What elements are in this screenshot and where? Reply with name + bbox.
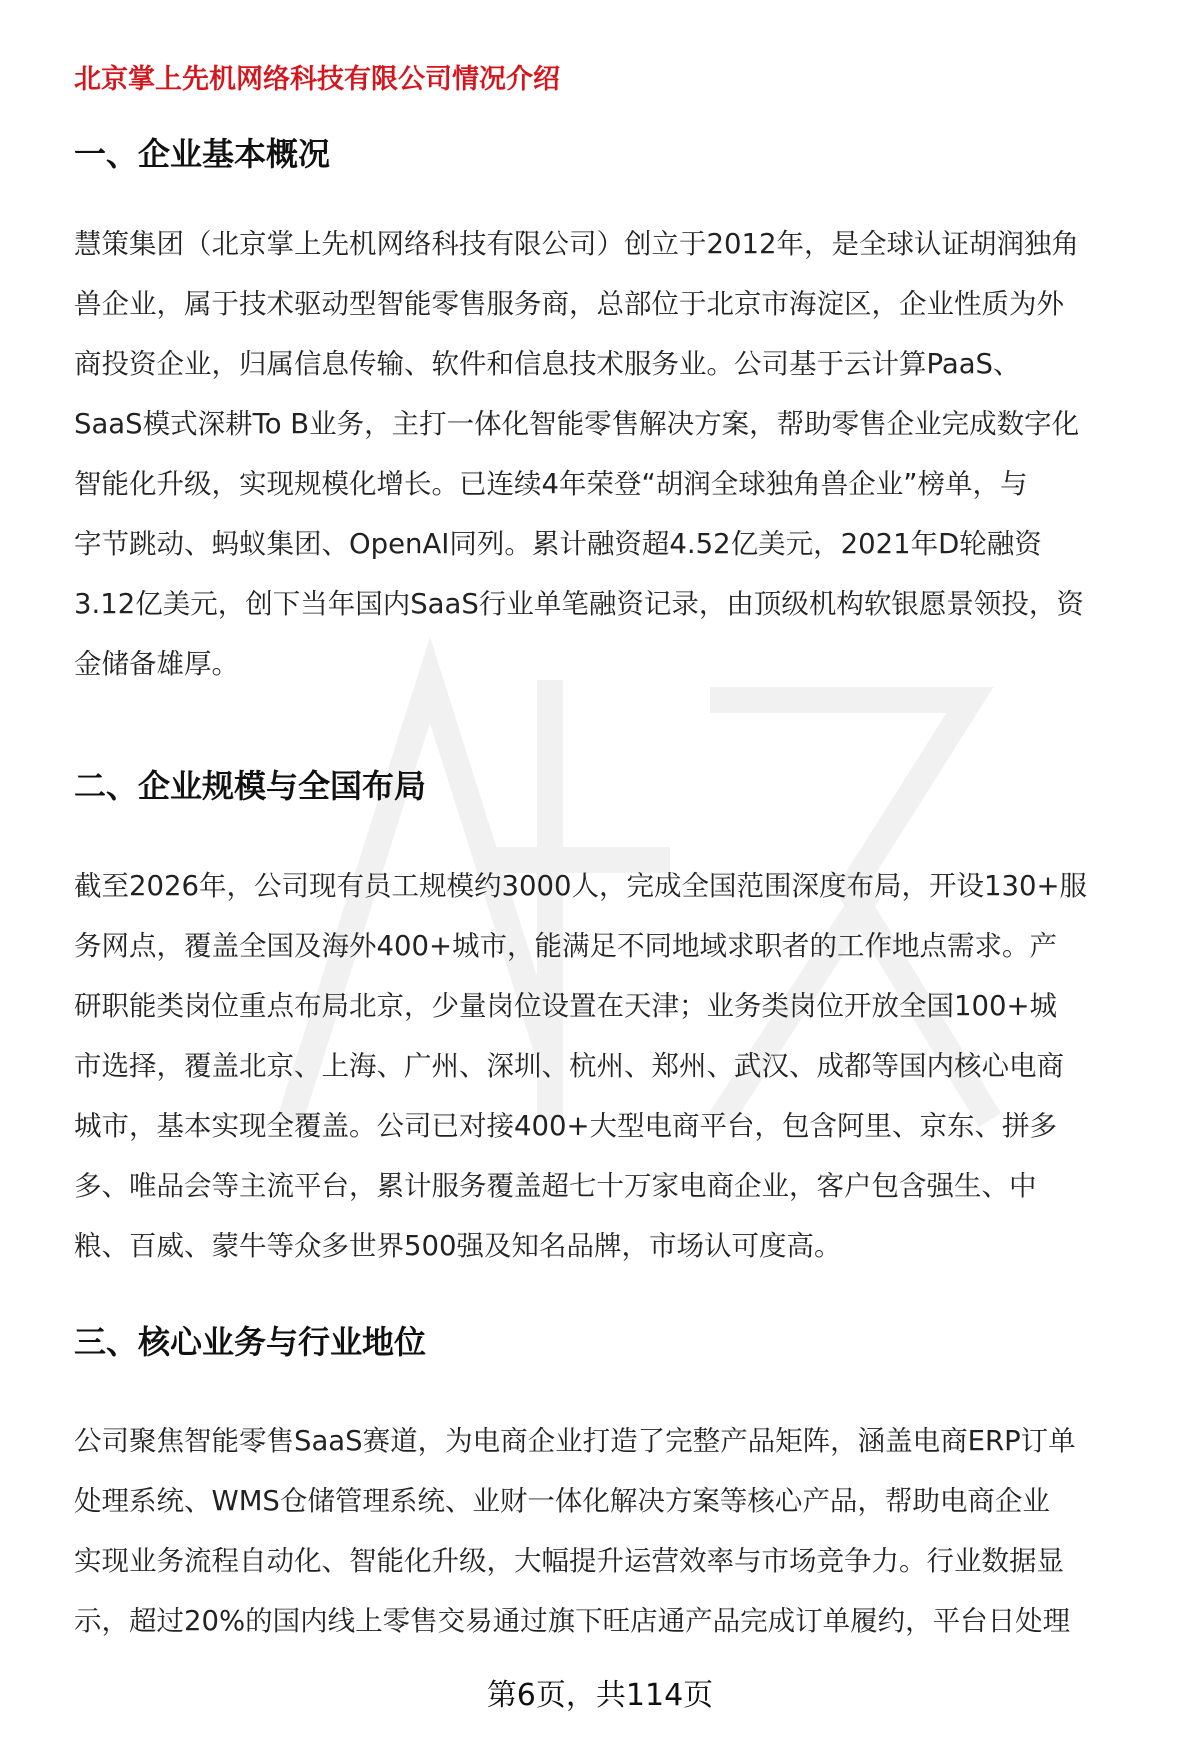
section-heading-3: 三、核心业务与行业地位 (74, 1323, 427, 1361)
paragraph-line: 城市，基本实现全覆盖。公司已对接400+大型电商平台，包含阿里、京东、拼多 (74, 1110, 1058, 1142)
paragraph-line: 公司聚焦智能零售SaaS赛道，为电商企业打造了完整产品矩阵，涵盖电商ERP订单 (74, 1425, 1076, 1457)
paragraph-line: 慧策集团（北京掌上先机网络科技有限公司）创立于2012年，是全球认证胡润独角 (74, 228, 1079, 260)
page-number: 第6页，共114页 (486, 1678, 714, 1713)
paragraph-line: 务网点，覆盖全国及海外400+城市，能满足不同地域求职者的工作地点需求。产 (74, 930, 1058, 962)
paragraph-line: 示，超过20%的国内线上零售交易通过旗下旺店通产品完成订单履约，平台日处理 (74, 1605, 1071, 1637)
section-heading-2: 二、企业规模与全国布局 (74, 767, 427, 805)
paragraph-line: SaaS模式深耕To B业务，主打一体化智能零售解决方案，帮助零售企业完成数字化 (74, 408, 1080, 440)
paragraph-line: 粮、百威、蒙牛等众多世界500强及知名品牌，市场认可度高。 (74, 1230, 842, 1262)
section-2-paragraph (74, 856, 1154, 1276)
paragraph-line: 商投资企业，归属信息传输、软件和信息技术服务业。公司基于云计算PaaS、 (74, 348, 1021, 380)
paragraph-line: 字节跳动、蚂蚁集团、OpenAI同列。累计融资超4.52亿美元，2021年D轮融资 (74, 528, 1042, 560)
paragraph-line: 多、唯品会等主流平台，累计服务覆盖超七十万家电商企业，客户包含强生、中 (74, 1170, 1037, 1202)
document-title: 北京掌上先机网络科技有限公司情况介绍 (74, 64, 560, 95)
paragraph-line: 市选择，覆盖北京、上海、广州、深圳、杭州、郑州、武汉、成都等国内核心电商 (74, 1050, 1064, 1082)
section-3-paragraph (74, 1411, 1154, 1651)
section-heading-1: 一、企业基本概况 (74, 135, 331, 173)
section-1-paragraph (74, 214, 1154, 694)
paragraph-line: 处理系统、WMS仓储管理系统、业财一体化解决方案等核心产品，帮助电商企业 (74, 1485, 1050, 1517)
paragraph-line: 研职能类岗位重点布局北京，少量岗位设置在天津；业务类岗位开放全国100+城 (74, 990, 1058, 1022)
paragraph-line: 实现业务流程自动化、智能化升级，大幅提升运营效率与市场竞争力。行业数据显 (74, 1545, 1064, 1577)
paragraph-line: 兽企业，属于技术驱动型智能零售服务商，总部位于北京市海淀区，企业性质为外 (74, 288, 1064, 320)
paragraph-line: 金储备雄厚。 (74, 648, 239, 680)
paragraph-line: 3.12亿美元，创下当年国内SaaS行业单笔融资记录，由顶级机构软银愿景领投，资 (74, 588, 1084, 620)
paragraph-line: 截至2026年，公司现有员工规模约3000人，完成全国范围深度布局，开设130+服 (74, 870, 1087, 902)
paragraph-line: 智能化升级，实现规模化增长。已连续4年荣登“胡润全球独角兽企业”榜单，与 (74, 468, 1028, 500)
